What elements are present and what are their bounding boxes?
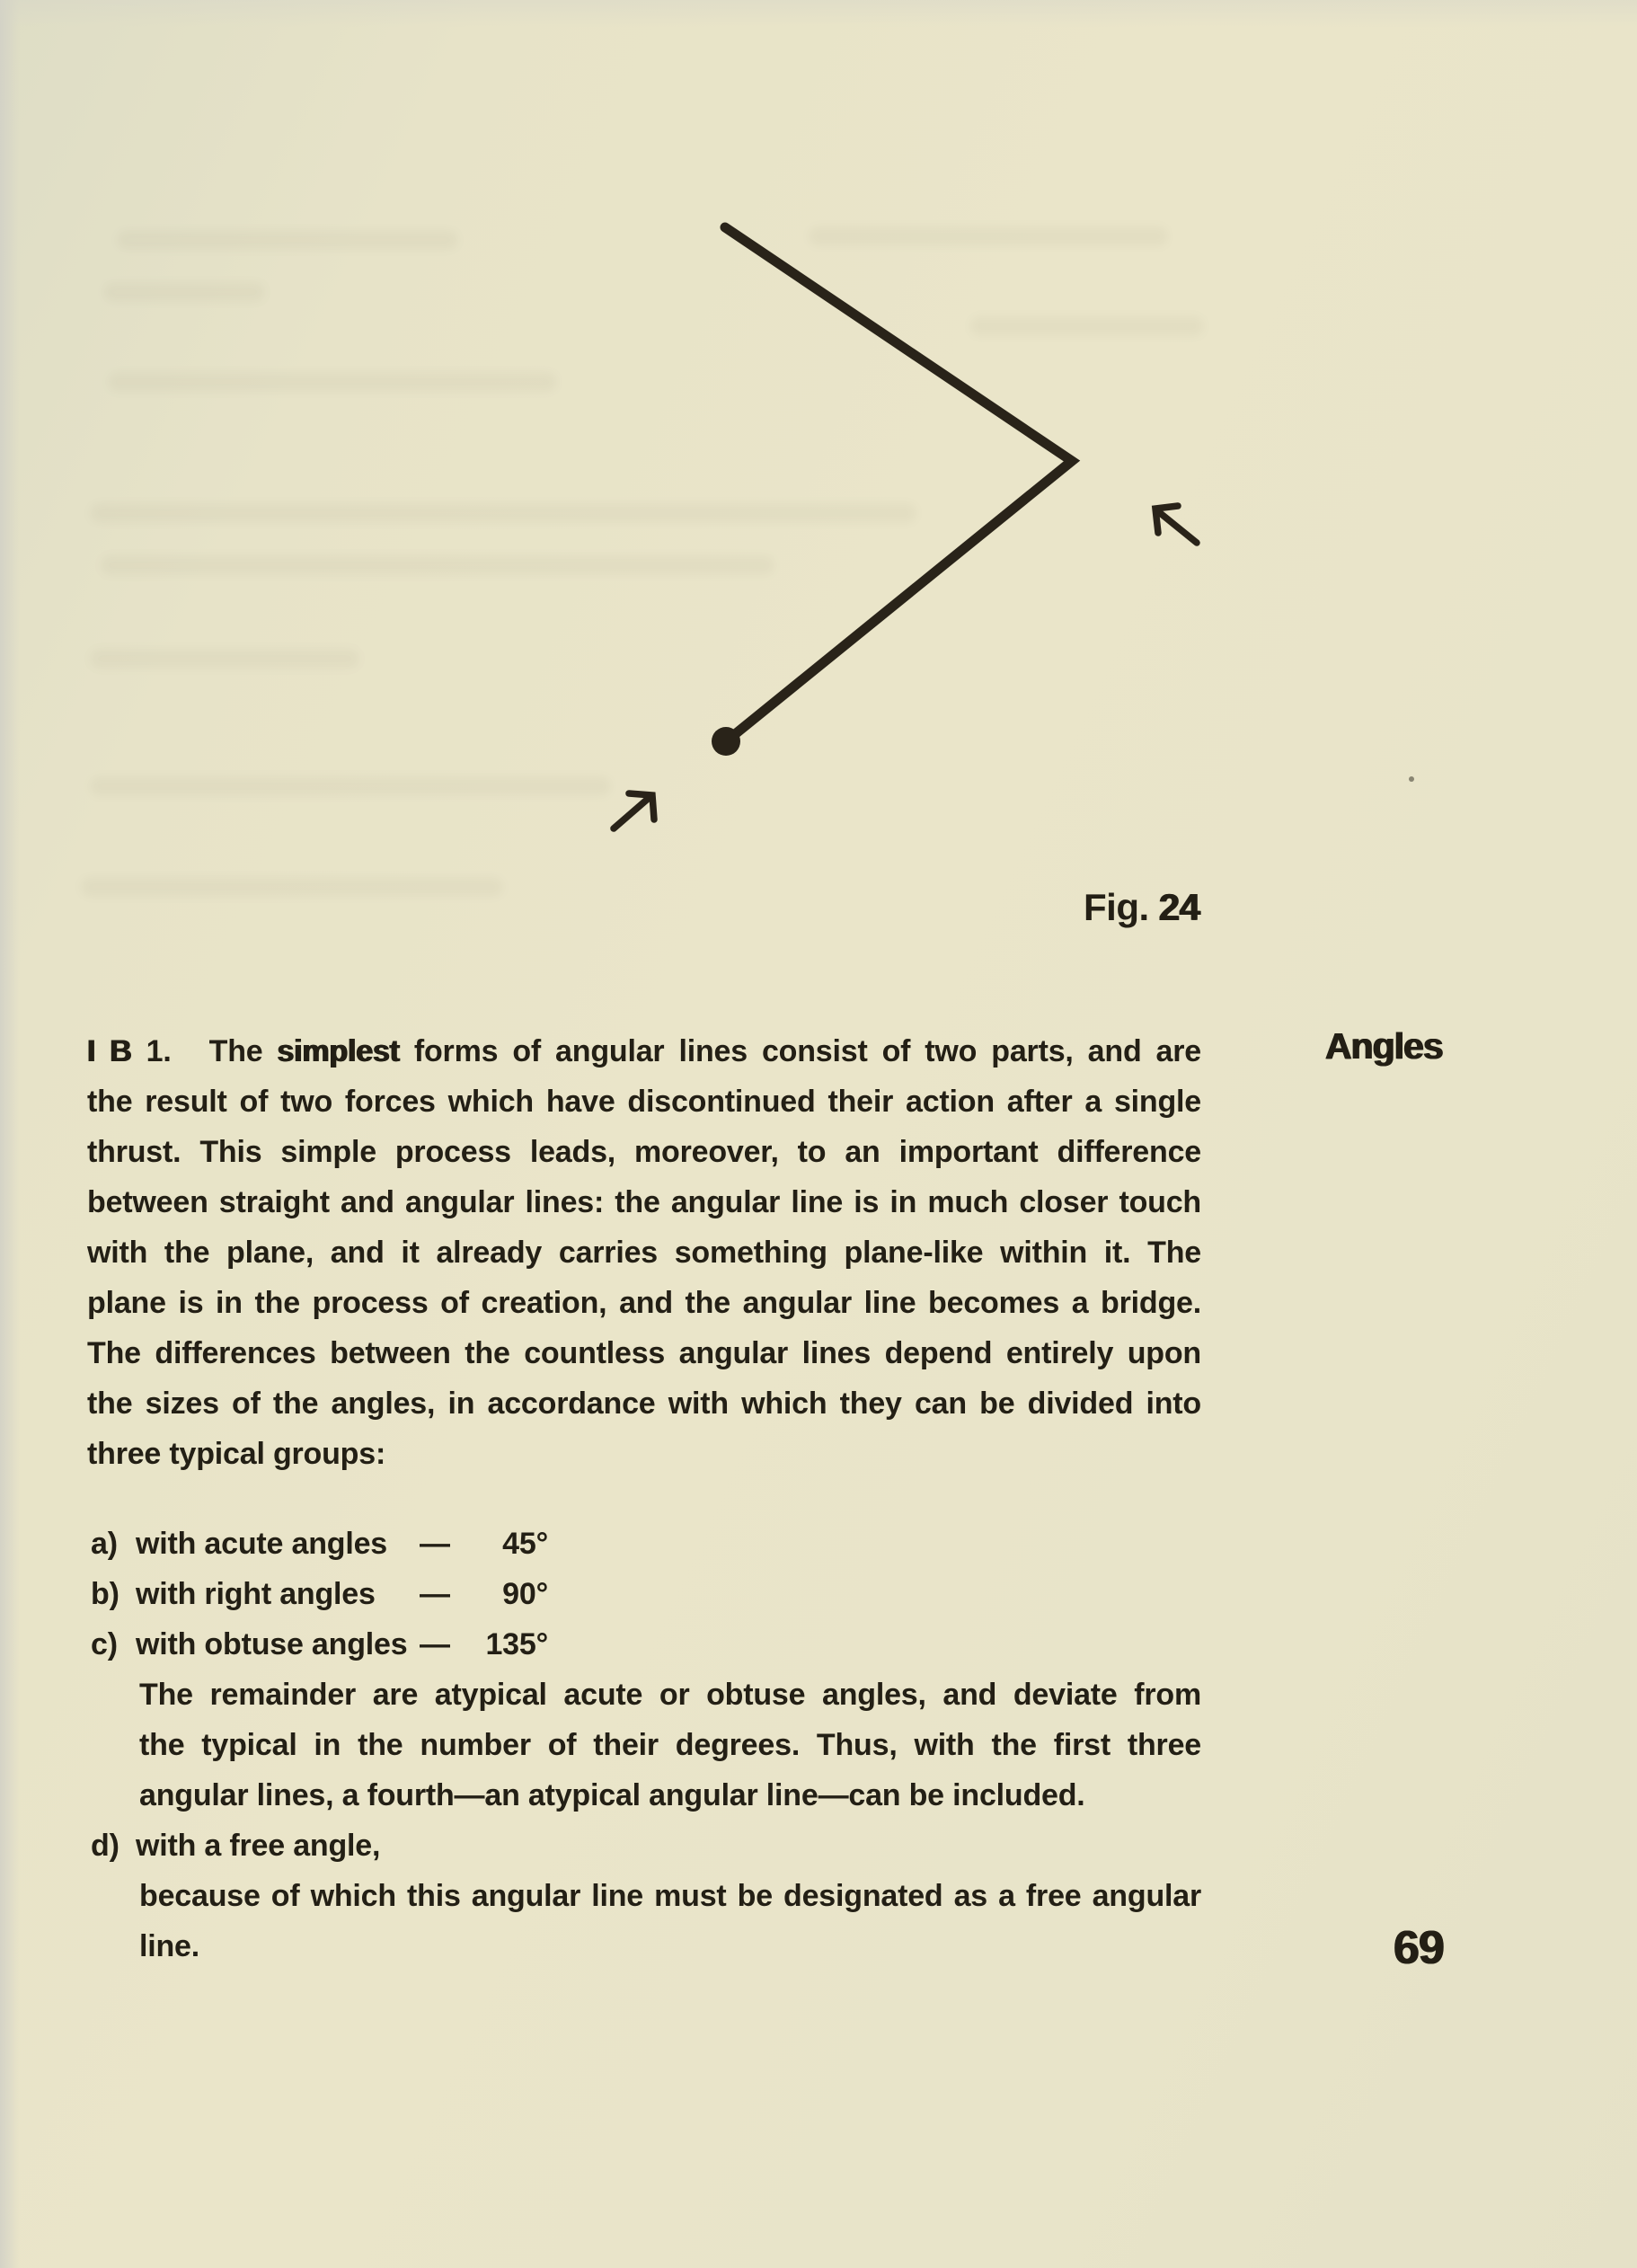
angular-line [725, 227, 1072, 739]
list-label: with a free angle, [136, 1829, 381, 1863]
item-number: 1. [146, 1034, 172, 1068]
paragraph-line: the result of two forces which have discontinued their action after a single [87, 1085, 1201, 1119]
list-note-line: because of which this angular line must be designated as a free angular [139, 1879, 1201, 1913]
figure-caption-number: 24 [1158, 886, 1200, 928]
angle-type-list [87, 1519, 1201, 1971]
scan-artifact [81, 877, 503, 897]
angle-value: 45° [502, 1527, 548, 1561]
list-dash: — [420, 1527, 450, 1561]
list-item-c [87, 1619, 1201, 1670]
list-item-a [87, 1519, 1201, 1569]
list-label: with acute angles [136, 1527, 388, 1561]
main-paragraph [87, 1026, 1201, 1479]
force-arrow-northeast-icon [614, 793, 654, 828]
paragraph-line: three typical groups: [87, 1437, 386, 1471]
paragraph-line: plane is in the process of creation, and the angular line becomes a bridge. [87, 1286, 1201, 1320]
emphasized-word: simplest [277, 1034, 400, 1068]
scan-artifact [90, 649, 359, 669]
force-arrow-northwest-icon [1155, 506, 1197, 543]
line-origin-dot [712, 727, 740, 756]
scan-artifact [103, 282, 265, 302]
page-number: 69 [1394, 1922, 1444, 1974]
list-label: with right angles [136, 1577, 376, 1611]
paragraph-line: between straight and angular lines: the angular line is in much closer touch [87, 1185, 1201, 1219]
margin-label-angles: Angles [1325, 1025, 1443, 1067]
list-dash: — [420, 1627, 450, 1661]
paragraph-line: thrust. This simple process leads, moreover, to an important difference [87, 1135, 1201, 1169]
list-note-line: angular lines, a fourth—an atypical angular line—can be included. [139, 1778, 1085, 1812]
figure-caption-label: Fig. [1084, 886, 1149, 928]
list-label: with obtuse angles [136, 1627, 408, 1661]
list-letter: a) [91, 1527, 118, 1561]
section-number: I B [87, 1034, 132, 1068]
angle-value: 135° [485, 1627, 548, 1661]
list-note-line: the typical in the number of their degrees. Thus, with the first three [139, 1728, 1201, 1762]
scan-artifact [90, 776, 611, 796]
paragraph-line: with the plane, and it already carries something plane-like within it. The [87, 1236, 1201, 1270]
list-note-line: The remainder are atypical acute or obtuse angles, and deviate from [139, 1678, 1201, 1712]
list-letter: d) [91, 1829, 119, 1863]
list-letter: c) [91, 1627, 118, 1661]
scan-artifact [117, 230, 458, 250]
scan-artifact [1409, 776, 1414, 782]
figure-24-drawing [539, 198, 1258, 881]
list-dash: — [420, 1577, 450, 1611]
list-item-d [87, 1821, 1201, 1871]
paragraph-line: I B 1. The simplest forms of angular lines consist of two parts, and are [87, 1034, 1201, 1068]
list-item-b [87, 1569, 1201, 1619]
list-letter: b) [91, 1577, 119, 1611]
angle-value: 90° [502, 1577, 548, 1611]
paragraph-line: the sizes of the angles, in accordance with which they can be divided into [87, 1386, 1201, 1421]
list-note-line: line. [139, 1929, 200, 1963]
figure-caption [1084, 886, 1200, 929]
paragraph-line: The differences between the countless angular lines depend entirely upon [87, 1336, 1201, 1370]
scan-artifact [108, 372, 557, 392]
